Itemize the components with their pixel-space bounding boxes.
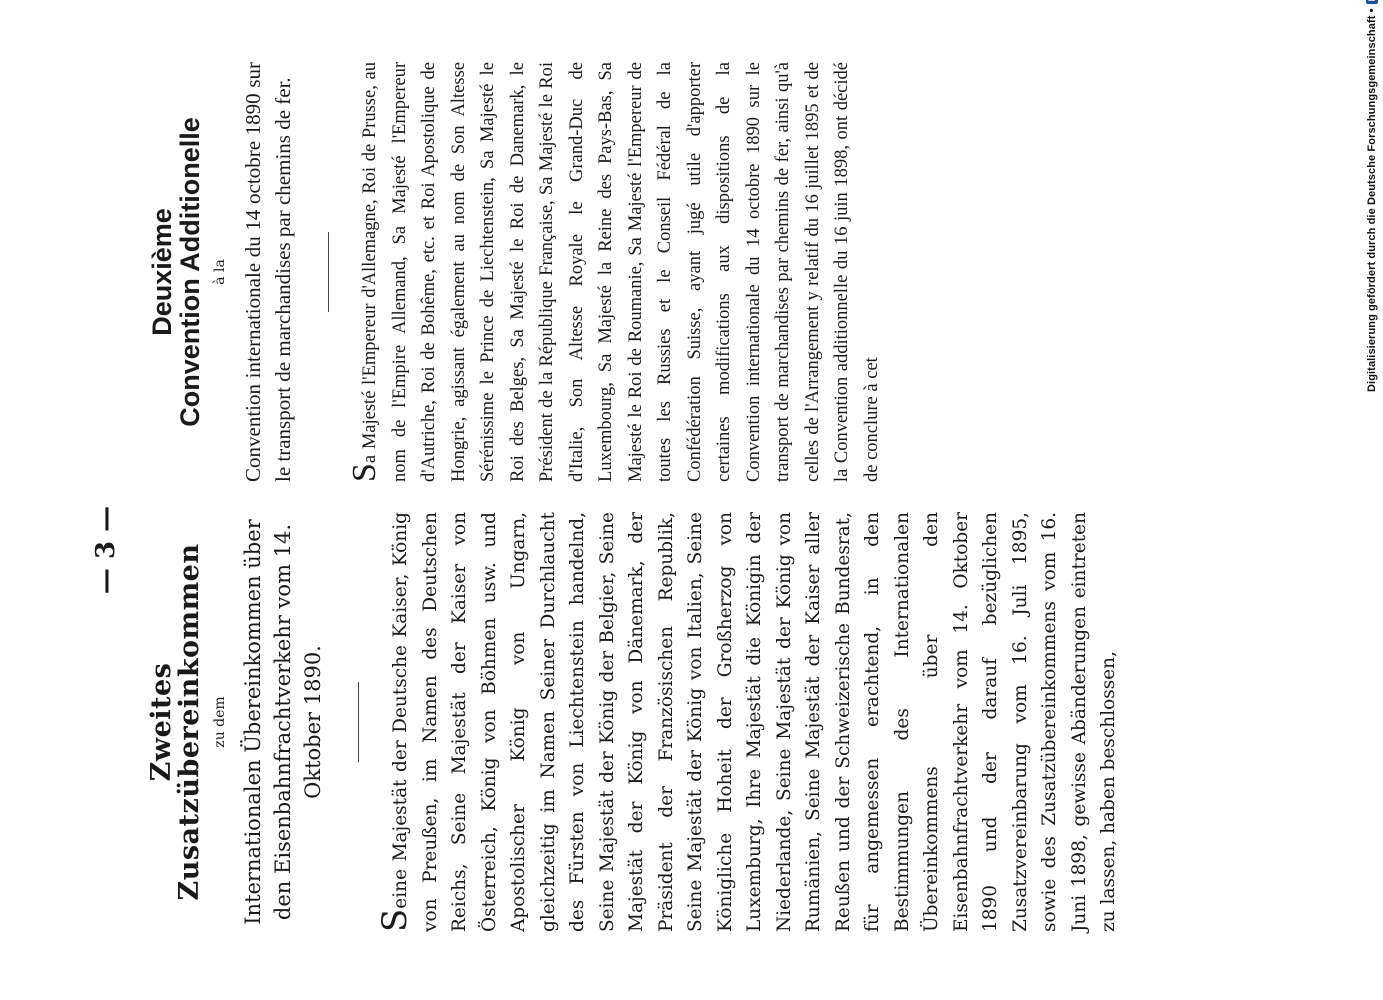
german-initial: S xyxy=(375,908,415,932)
french-connector: à la xyxy=(212,259,228,285)
german-divider xyxy=(358,682,359,762)
german-title-line2: Zusatzübereinkommen xyxy=(174,543,205,901)
page-number: — 3 — xyxy=(91,505,121,595)
french-body xyxy=(346,62,887,482)
german-body-text: eine Majestät der Deutsche Kaiser, König von Preußen, im Namen des Deutschen Reichs, Seine Majestät der Kaiser von Österreich, König von Böhmen usw. und Apostolischer König von Ungarn, gleichzeitig im Namen Seiner Durchlaucht des Fürsten von Liechtenstein handelnd, Seine Majestät der König der Belgier, Seine Majestät der König von Dänemark, der Präsident der Französischen Republik, Seine Majestät der König von Italien, Seine Königliche Hoheit der Großherzog von Luxemburg, Ihre Majestät die Königin der Niederlande, Seine Majestät der König von Rumänien, Seine Majestät der Kaiser aller Reußen und der Schweizerische Bundesrat, für angemessen erachtend, in den Bestimmungen des Internationalen Übereinkommens über den Eisenbahnfrachtverkehr vom 14. Oktober 1890 und der darauf bezüglichen Zusatzvereinbarung vom 16. Juli 1895, sowie des Zusatzübereinkommens vom 16. Juni 1898, gewisse Abänderungen eintreten zu lassen, haben beschlossen, xyxy=(390,512,1119,932)
french-title-line1: Deuxième xyxy=(147,208,177,336)
french-subtitle: Convention internationale du 14 octobre 1890 sur le transport de marchandises par chemins de fer. xyxy=(241,62,295,482)
french-title-line2: Convention Additionelle xyxy=(175,117,205,427)
german-title-line1: Zweites xyxy=(146,662,177,782)
german-column xyxy=(148,512,1124,932)
german-body xyxy=(375,512,1124,932)
digitization-credit xyxy=(1366,0,1378,392)
rotated-document-page xyxy=(86,62,1266,1000)
german-connector: zu dem xyxy=(212,696,228,748)
credit-text: Digitalisierung gefördert durch die Deutsche Forschungsgemeinschaft • xyxy=(1366,8,1378,392)
french-initial: S xyxy=(346,463,383,482)
dfg-logo-icon xyxy=(1366,0,1378,4)
german-subtitle: Internationalen Übereinkommen über den Eisenbahnfrachtverkehr vom 14. Oktober 1890. xyxy=(241,519,325,925)
french-body-text: a Majesté l'Empereur d'Allemagne, Roi de Prusse, au nom de l'Empire Allemand, Sa Majesté l'Empereur d'Autriche, Roi de Bohême, etc. et Roi Apostolique de Hongrie, agissant également au nom de Son Altesse Sérénissime le Prince de Liechtenstein, Sa Majesté le Roi des Belges, Sa Majesté le Roi de Danemark, le Président de la République Française, Sa Majesté le Roi d'Italie, Son Altesse Royale le Grand-Duc de Luxembourg, Sa Majesté la Reine des Pays-Bas, Sa Majesté le Roi de Roumanie, Sa Majesté l'Empereur de toutes les Russies et le Conseil Fédéral de la Confédération Suisse, ayant jugé utile d'apporter certaines modifications aux dispositions de la Convention internationale du 14 octobre 1890 sur le transport de marchandises par chemins de fer, ainsi qu'à celles de l'Arrangement y relatif du 16 juillet 1895 et de la Convention additionnelle du 16 juin 1898, ont décidé de conclure à cet xyxy=(360,62,882,482)
french-divider xyxy=(328,232,329,312)
french-column xyxy=(148,62,887,482)
